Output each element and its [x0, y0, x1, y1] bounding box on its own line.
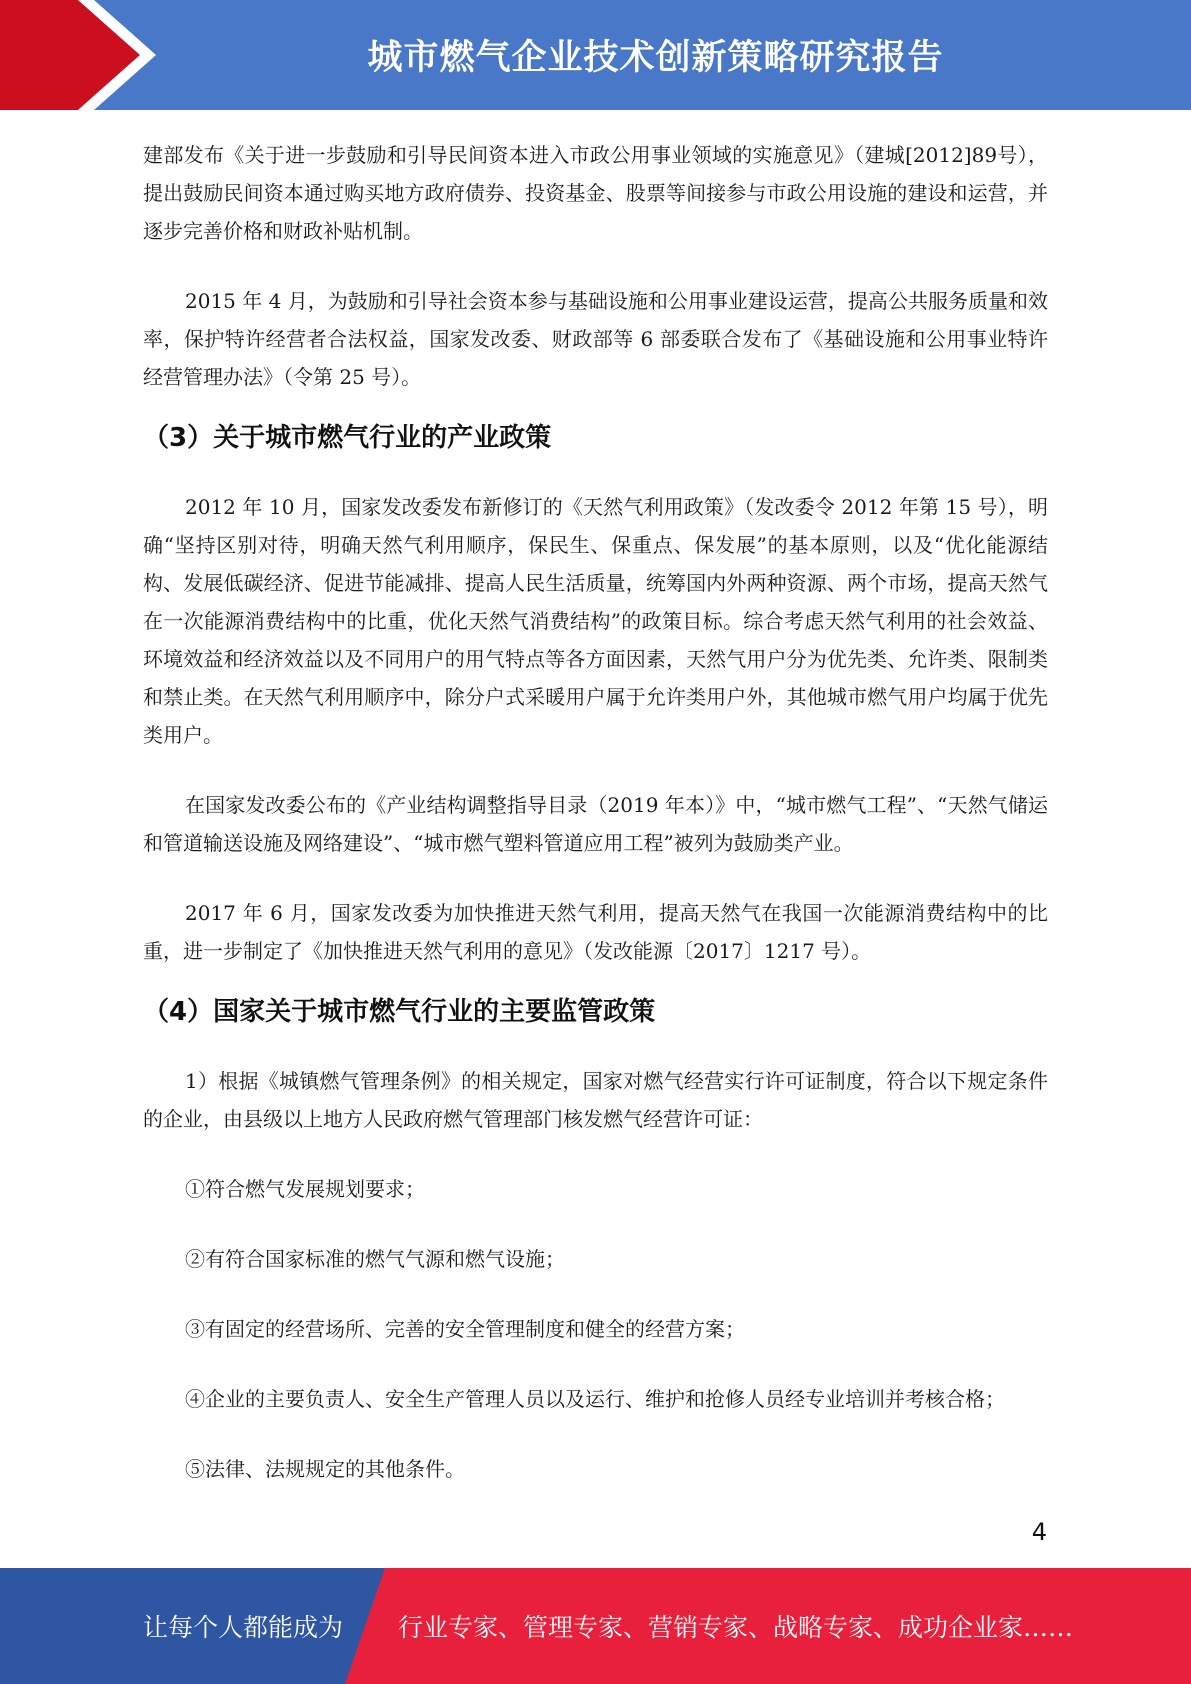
list-item: ⑤法律、法规规定的其他条件。 — [185, 1457, 465, 1481]
footer-slogan-right: 行业专家、管理专家、营销专家、战略专家、成功企业家…… — [398, 1613, 1074, 1642]
list-item: ②有符合国家标准的燃气气源和燃气设施； — [185, 1247, 565, 1271]
list-item: ①符合燃气发展规划要求； — [185, 1177, 425, 1201]
document-body — [143, 136, 1048, 1488]
paragraph-5: 2017 年 6 月，国家发改委为加快推进天然气利用，提高天然气在我国一次能源消费结构中的比重，进一步制定了《加快推进天然气利用的意见》（发改能源〔2017〕1217 号）。 — [143, 901, 1048, 963]
page-number: 4 — [1031, 1518, 1047, 1546]
header-chevron-decoration — [0, 0, 160, 110]
header-chevron-red — [0, 0, 140, 110]
page-footer — [0, 1568, 1191, 1684]
footer-slogan-left: 让每个人都能成为 — [143, 1613, 344, 1642]
paragraph-6: 1）根据《城镇燃气管理条例》的相关规定，国家对燃气经营实行许可证制度，符合以下规定条件的企业，由县级以上地方人民政府燃气管理部门核发燃气经营许可证： — [143, 1069, 1048, 1131]
paragraph-4: 在国家发改委公布的《产业结构调整指导目录（2019 年本）》中，“城市燃气工程”、“天然气储运和管道输送设施及网络建设”、“城市燃气塑料管道应用工程”被列为鼓励类产业。 — [143, 793, 1048, 855]
section-heading-4: （4）国家关于城市燃气行业的主要监管政策 — [143, 997, 656, 1027]
list-item: ④企业的主要负责人、安全生产管理人员以及运行、维护和抢修人员经专业培训并考核合格； — [185, 1387, 1005, 1411]
paragraph-3: 2012 年 10 月，国家发改委发布新修订的《天然气利用政策》（发改委令 2012 年第 15 号），明确“坚持区别对待，明确天然气利用顺序，保民生、保重点、保发展”的基本原则，以及“优化能源结构、发展低碳经济、促进节能减排、提高人民生活质量，统筹国内外两种资源、两个市场，提高天然气在一次能源消费结构中的比重，优化天然气消费结构”的政策目标。综合考虑天然气利用的社会效益、环境效益和经济效益以及不同用户的用气特点等各方面因素，天然气用户分为优先类、允许类、限制类和禁止类。在天然气利用顺序中，除分户式采暖用户属于允许类用户外，其他城市燃气用户均属于优先类用户。 — [143, 495, 1048, 747]
list-item: ③有固定的经营场所、完善的安全管理制度和健全的经营方案； — [185, 1317, 745, 1341]
paragraph-2: 2015 年 4 月，为鼓励和引导社会资本参与基础设施和公用事业建设运营，提高公共服务质量和效率，保护特许经营者合法权益，国家发改委、财政部等 6 部委联合发布了《基础设施和公用事业特许经营管理办法》（令第 25 号）。 — [143, 289, 1048, 389]
paragraph-1: 建部发布《关于进一步鼓励和引导民间资本进入市政公用事业领域的实施意见》（建城[2012]89号），提出鼓励民间资本通过购买地方政府债券、投资基金、股票等间接参与市政公用设施的建设和运营，并逐步完善价格和财政补贴机制。 — [143, 143, 1048, 243]
report-title: 城市燃气企业技术创新策略研究报告 — [367, 38, 944, 78]
section-heading-3: （3）关于城市燃气行业的产业政策 — [143, 423, 552, 453]
page-header — [0, 0, 1191, 110]
